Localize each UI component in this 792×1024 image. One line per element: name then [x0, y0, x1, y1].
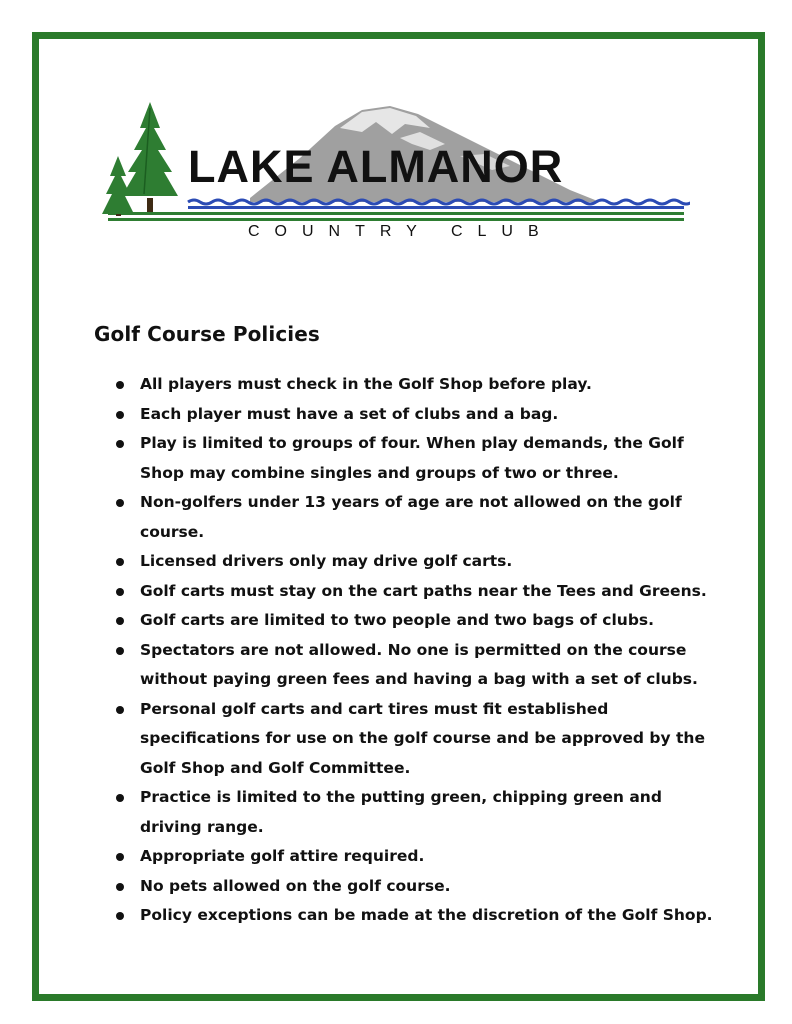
bullet-icon	[116, 706, 124, 714]
policy-item	[114, 429, 714, 488]
policies-heading: Golf Course Policies	[94, 322, 320, 346]
logo-subtitle: COUNTRY CLUB	[248, 223, 554, 240]
policy-text: Spectators are not allowed. No one is permitted on the course without paying green fees and having a bag with a set of clubs.	[140, 640, 698, 688]
policy-text: Golf carts are limited to two people and two bags of clubs.	[140, 611, 655, 629]
policy-text: Licensed drivers only may drive golf carts.	[140, 552, 513, 570]
bullet-icon	[116, 499, 124, 507]
policy-text: Golf carts must stay on the cart paths near the Tees and Greens.	[140, 581, 707, 600]
bullet-icon	[116, 411, 124, 419]
policy-text: All players must check in the Golf Shop before play.	[140, 375, 592, 393]
policies-list	[114, 370, 714, 931]
club-logo	[100, 98, 690, 248]
bullet-icon	[116, 381, 124, 389]
bullet-icon	[116, 440, 124, 448]
policy-text: Policy exceptions can be made at the discretion of the Golf Shop.	[140, 906, 713, 924]
pine-tree-icon	[122, 102, 178, 212]
policy-item	[114, 842, 714, 872]
policy-item	[114, 577, 714, 607]
logo-title: LAKE ALMANOR	[188, 141, 564, 192]
bullet-icon	[116, 883, 124, 891]
policy-item	[114, 636, 714, 695]
policy-item	[114, 370, 714, 400]
bullet-icon	[116, 912, 124, 920]
policy-text: Non-golfers under 13 years of age are not allowed on the golf course.	[140, 493, 682, 541]
policy-item	[114, 547, 714, 577]
policy-item	[114, 400, 714, 430]
policy-text: Play is limited to groups of four. When play demands, the Golf Shop may combine singles and groups of two or three.	[140, 434, 684, 482]
policy-text: Practice is limited to the putting green, chipping green and driving range.	[140, 788, 662, 836]
policy-item	[114, 872, 714, 902]
policy-text: Appropriate golf attire required.	[140, 847, 425, 865]
policy-item	[114, 901, 714, 931]
bullet-icon	[116, 794, 124, 802]
policy-item	[114, 488, 714, 547]
policy-text: Each player must have a set of clubs and a bag.	[140, 404, 559, 423]
policy-item	[114, 783, 714, 842]
bullet-icon	[116, 647, 124, 655]
policy-text: Personal golf carts and cart tires must fit established specifications for use on the golf course and be approved by the Golf Shop and Golf Committee.	[140, 699, 705, 777]
policy-text: No pets allowed on the golf course.	[140, 876, 451, 895]
bullet-icon	[116, 617, 124, 625]
policy-item	[114, 606, 714, 636]
bullet-icon	[116, 853, 124, 861]
policy-item	[114, 695, 714, 784]
decorative-line	[108, 212, 684, 215]
bullet-icon	[116, 558, 124, 566]
bullet-icon	[116, 588, 124, 596]
